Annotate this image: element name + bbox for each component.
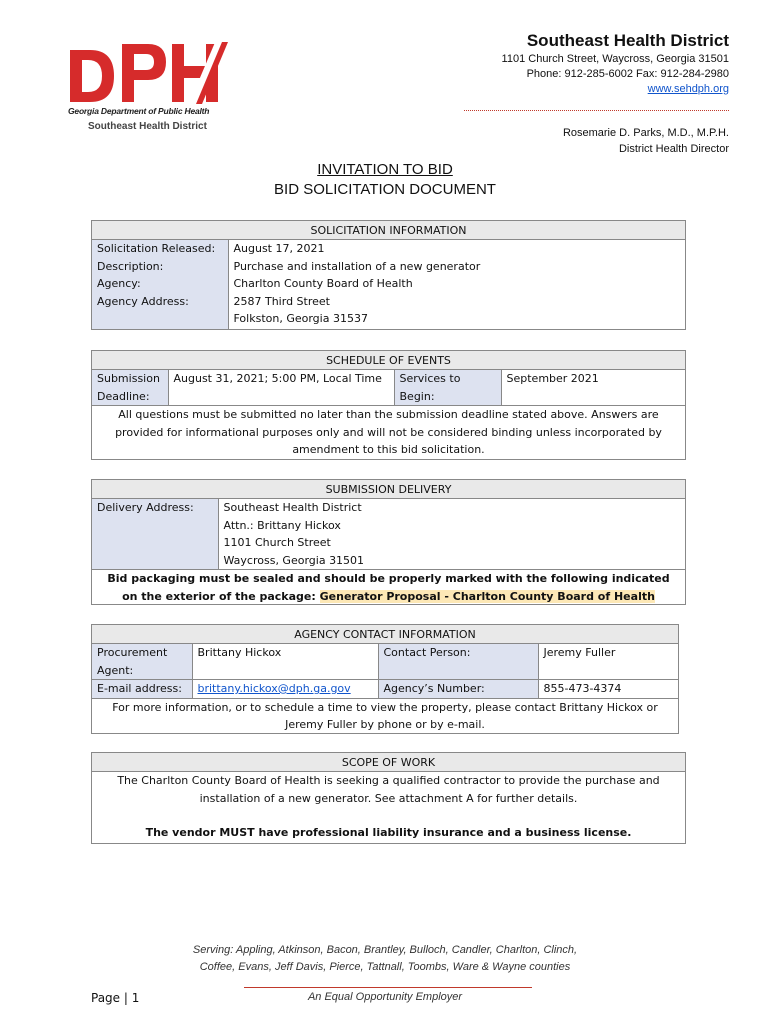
solicitation-heading: SOLICITATION INFORMATION [92,221,685,240]
value-agency: Charlton County Board of Health [233,277,413,290]
procurement-value: Brittany Hickox [192,644,378,680]
email-link[interactable]: brittany.hickox@dph.ga.gov [197,682,351,695]
contact-heading: AGENCY CONTACT INFORMATION [92,625,678,644]
solicitation-values [228,240,685,329]
logo-district-name: Southeast Health District [88,121,207,132]
agency-number-value: 855-473-4374 [538,680,678,699]
schedule-table [92,370,685,406]
delivery-address [218,499,685,570]
solicitation-table [92,240,685,329]
solicitation-section [91,220,686,330]
services-label: Services to Begin: [394,370,501,406]
packaging-note-text: Bid packaging must be sealed and should be properly marked with the following indicated on the exterior of the package: [107,572,670,603]
org-website-link[interactable]: www.sehdph.org [647,83,729,95]
value-agency-address-1: 2587 Third Street [233,294,330,308]
dph-logo-mark [66,40,230,106]
footer-eeo: An Equal Opportunity Employer [307,991,463,1003]
agency-number-label: Agency’s Number: [378,680,538,699]
contact-note: For more information, or to schedule a time to view the property, please contact Brittany Hickox or Jeremy Fuller by phone or by e-mail. [112,700,658,731]
director-name: Rosemarie D. Parks, M.D., M.P.H. [562,127,729,139]
deadline-label: Submission Deadline: [92,370,168,406]
footer-serving-line-1: Serving: Appling, Atkinson, Bacon, Brantley, Bulloch, Candler, Charlton, Clinch, [192,944,578,956]
contact-person-label: Contact Person: [378,644,538,680]
email-label: E-mail address: [92,680,192,699]
logo-org-name: Georgia Department of Public Health [68,106,210,116]
footer-divider [244,987,532,988]
delivery-line-1: Southeast Health District [223,501,362,514]
procurement-label: Procurement Agent: [92,644,192,680]
label-agency-address: Agency Address: [97,294,189,308]
director-block [563,125,729,157]
services-value: September 2021 [501,370,685,406]
label-description: Description: [97,259,164,273]
value-solicitation-released: August 17, 2021 [233,242,325,255]
value-description: Purchase and installation of a new generator [233,259,481,273]
scope-section [91,752,686,844]
deadline-value: August 31, 2021; 5:00 PM, Local Time [168,370,394,406]
label-agency: Agency: [97,277,141,290]
delivery-section [91,479,686,605]
schedule-heading: SCHEDULE OF EVENTS [92,351,685,370]
schedule-note: All questions must be submitted no later than the submission deadline stated above. Answers are provided for informational purposes only and will not be considered binding unless incorporated by amendment to this bid solicitation. [115,408,662,456]
scope-requirement: The vendor MUST have professional liability insurance and a business license. [145,826,632,839]
delivery-line-2: Attn.: Brittany Hickox [223,518,341,532]
org-phone-fax: Phone: 912-285-6002 Fax: 912-284-2980 [526,68,729,80]
contact-person-value: Jeremy Fuller [538,644,678,680]
org-address: 1101 Church Street, Waycross, Georgia 31501 [501,53,729,65]
delivery-label: Delivery Address: [92,499,218,570]
email-cell [192,680,378,699]
contact-table [92,644,678,699]
footer-serving-line-2: Coffee, Evans, Jeff Davis, Pierce, Tattnall, Toombs, Ware & Wayne counties [199,961,571,973]
packaging-note [92,570,685,605]
letterhead-contact [409,30,729,97]
delivery-table [92,499,685,570]
scope-text: The Charlton County Board of Health is seeking a qualified contractor to provide the purchase and installation of a new generator. See attachment A for further details. [117,774,660,805]
delivery-line-3: 1101 Church Street [223,536,331,549]
schedule-section [91,350,686,460]
director-title: District Health Director [618,143,729,155]
org-name: Southeast Health District [526,31,729,50]
packaging-label-highlight: Generator Proposal - Charlton County Board of Health [319,589,655,603]
solicitation-labels [92,240,228,329]
delivery-heading: SUBMISSION DELIVERY [92,480,685,499]
scope-heading: SCOPE OF WORK [92,753,685,772]
header-divider [464,110,729,111]
doc-title: INVITATION TO BID [317,161,453,178]
value-agency-address-2: Folkston, Georgia 31537 [233,312,368,325]
doc-subtitle: BID SOLICITATION DOCUMENT [274,181,496,198]
footer-serving [0,942,770,976]
label-solicitation-released: Solicitation Released: [97,242,216,255]
contact-section [91,624,679,734]
dph-logo [66,40,230,136]
page-number: Page | 1 [91,991,140,1005]
delivery-line-4: Waycross, Georgia 31501 [223,553,365,567]
